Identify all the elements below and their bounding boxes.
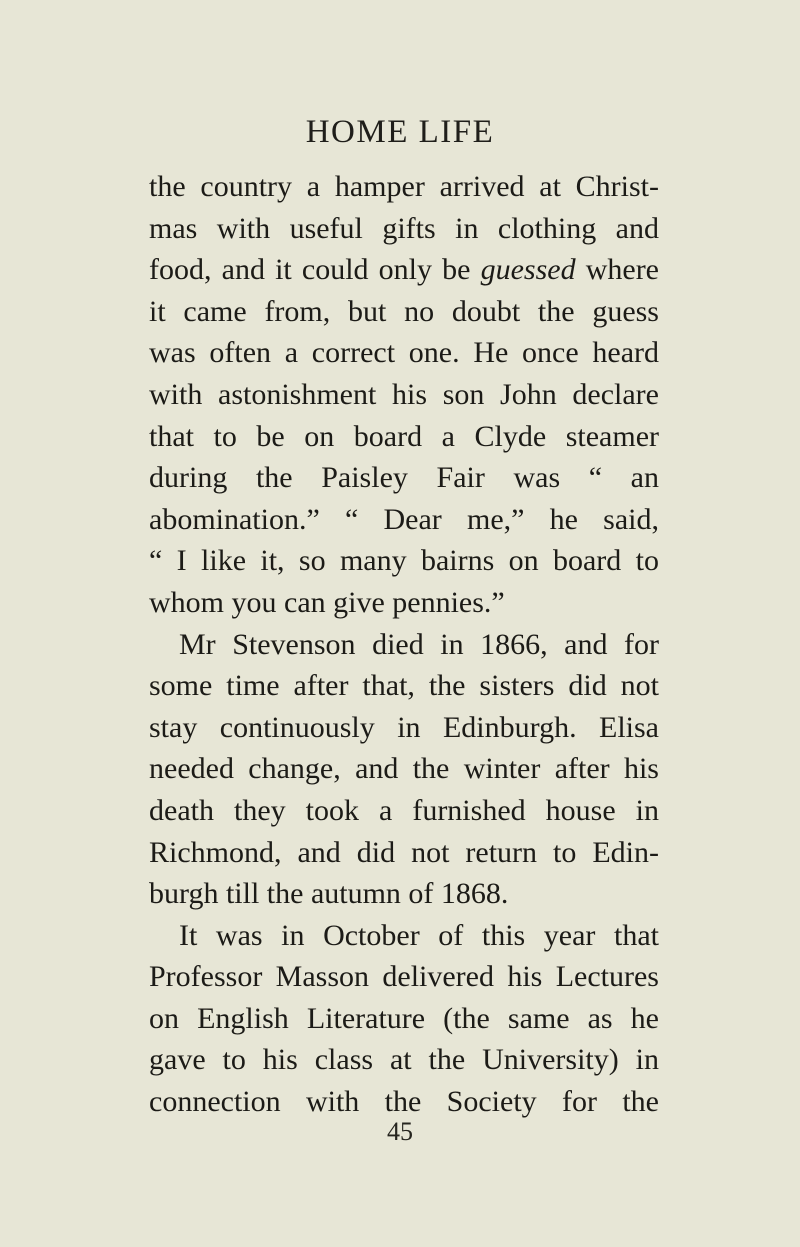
text-line: burgh till the autumn of 1868. [149,877,509,911]
text-line: the country a hamper arrived at Christ- [149,170,659,203]
text-line: with astonishment his son John declare [149,377,659,411]
text-segment: where [575,253,659,287]
text-line: It was in October of this year that [179,918,659,952]
body-text [149,166,659,1123]
text-line: it came from, but no doubt the guess [149,294,659,328]
text-line: Mr Stevenson died in 1866, and for [179,627,659,661]
text-line: gave to his class at the University) in [149,1043,659,1077]
text-line [149,249,659,291]
text-line: some time after that, the sisters did not [149,669,659,703]
text-line: death they took a furnished house in [149,793,659,827]
italic-word: guessed [480,253,576,287]
text-line: needed change, and the winter after his [149,752,659,786]
text-line: “ I like it, so many bairns on board to [149,544,659,578]
text-line: on English Literature (the same as he [149,1001,659,1035]
text-line: abomination.” “ Dear me,” he said, [149,502,659,536]
text-segment: food, and it could only be [149,253,481,287]
text-line: stay continuously in Edinburgh. Elisa [149,710,659,744]
text-line: whom you can give pennies.” [149,585,505,619]
page-number: 45 [387,1117,413,1146]
text-line: during the Paisley Fair was “ an [149,461,659,495]
text-line: Richmond, and did not return to Edin- [149,835,659,869]
text-line: that to be on board a Clyde steamer [149,419,659,453]
text-line: connection with the Society for the [149,1085,659,1119]
text-line: mas with useful gifts in clothing and [149,211,659,245]
text-line: Professor Masson delivered his Lectures [149,960,659,994]
text-line: was often a correct one. He once heard [149,336,659,370]
running-head: HOME LIFE [305,114,495,150]
